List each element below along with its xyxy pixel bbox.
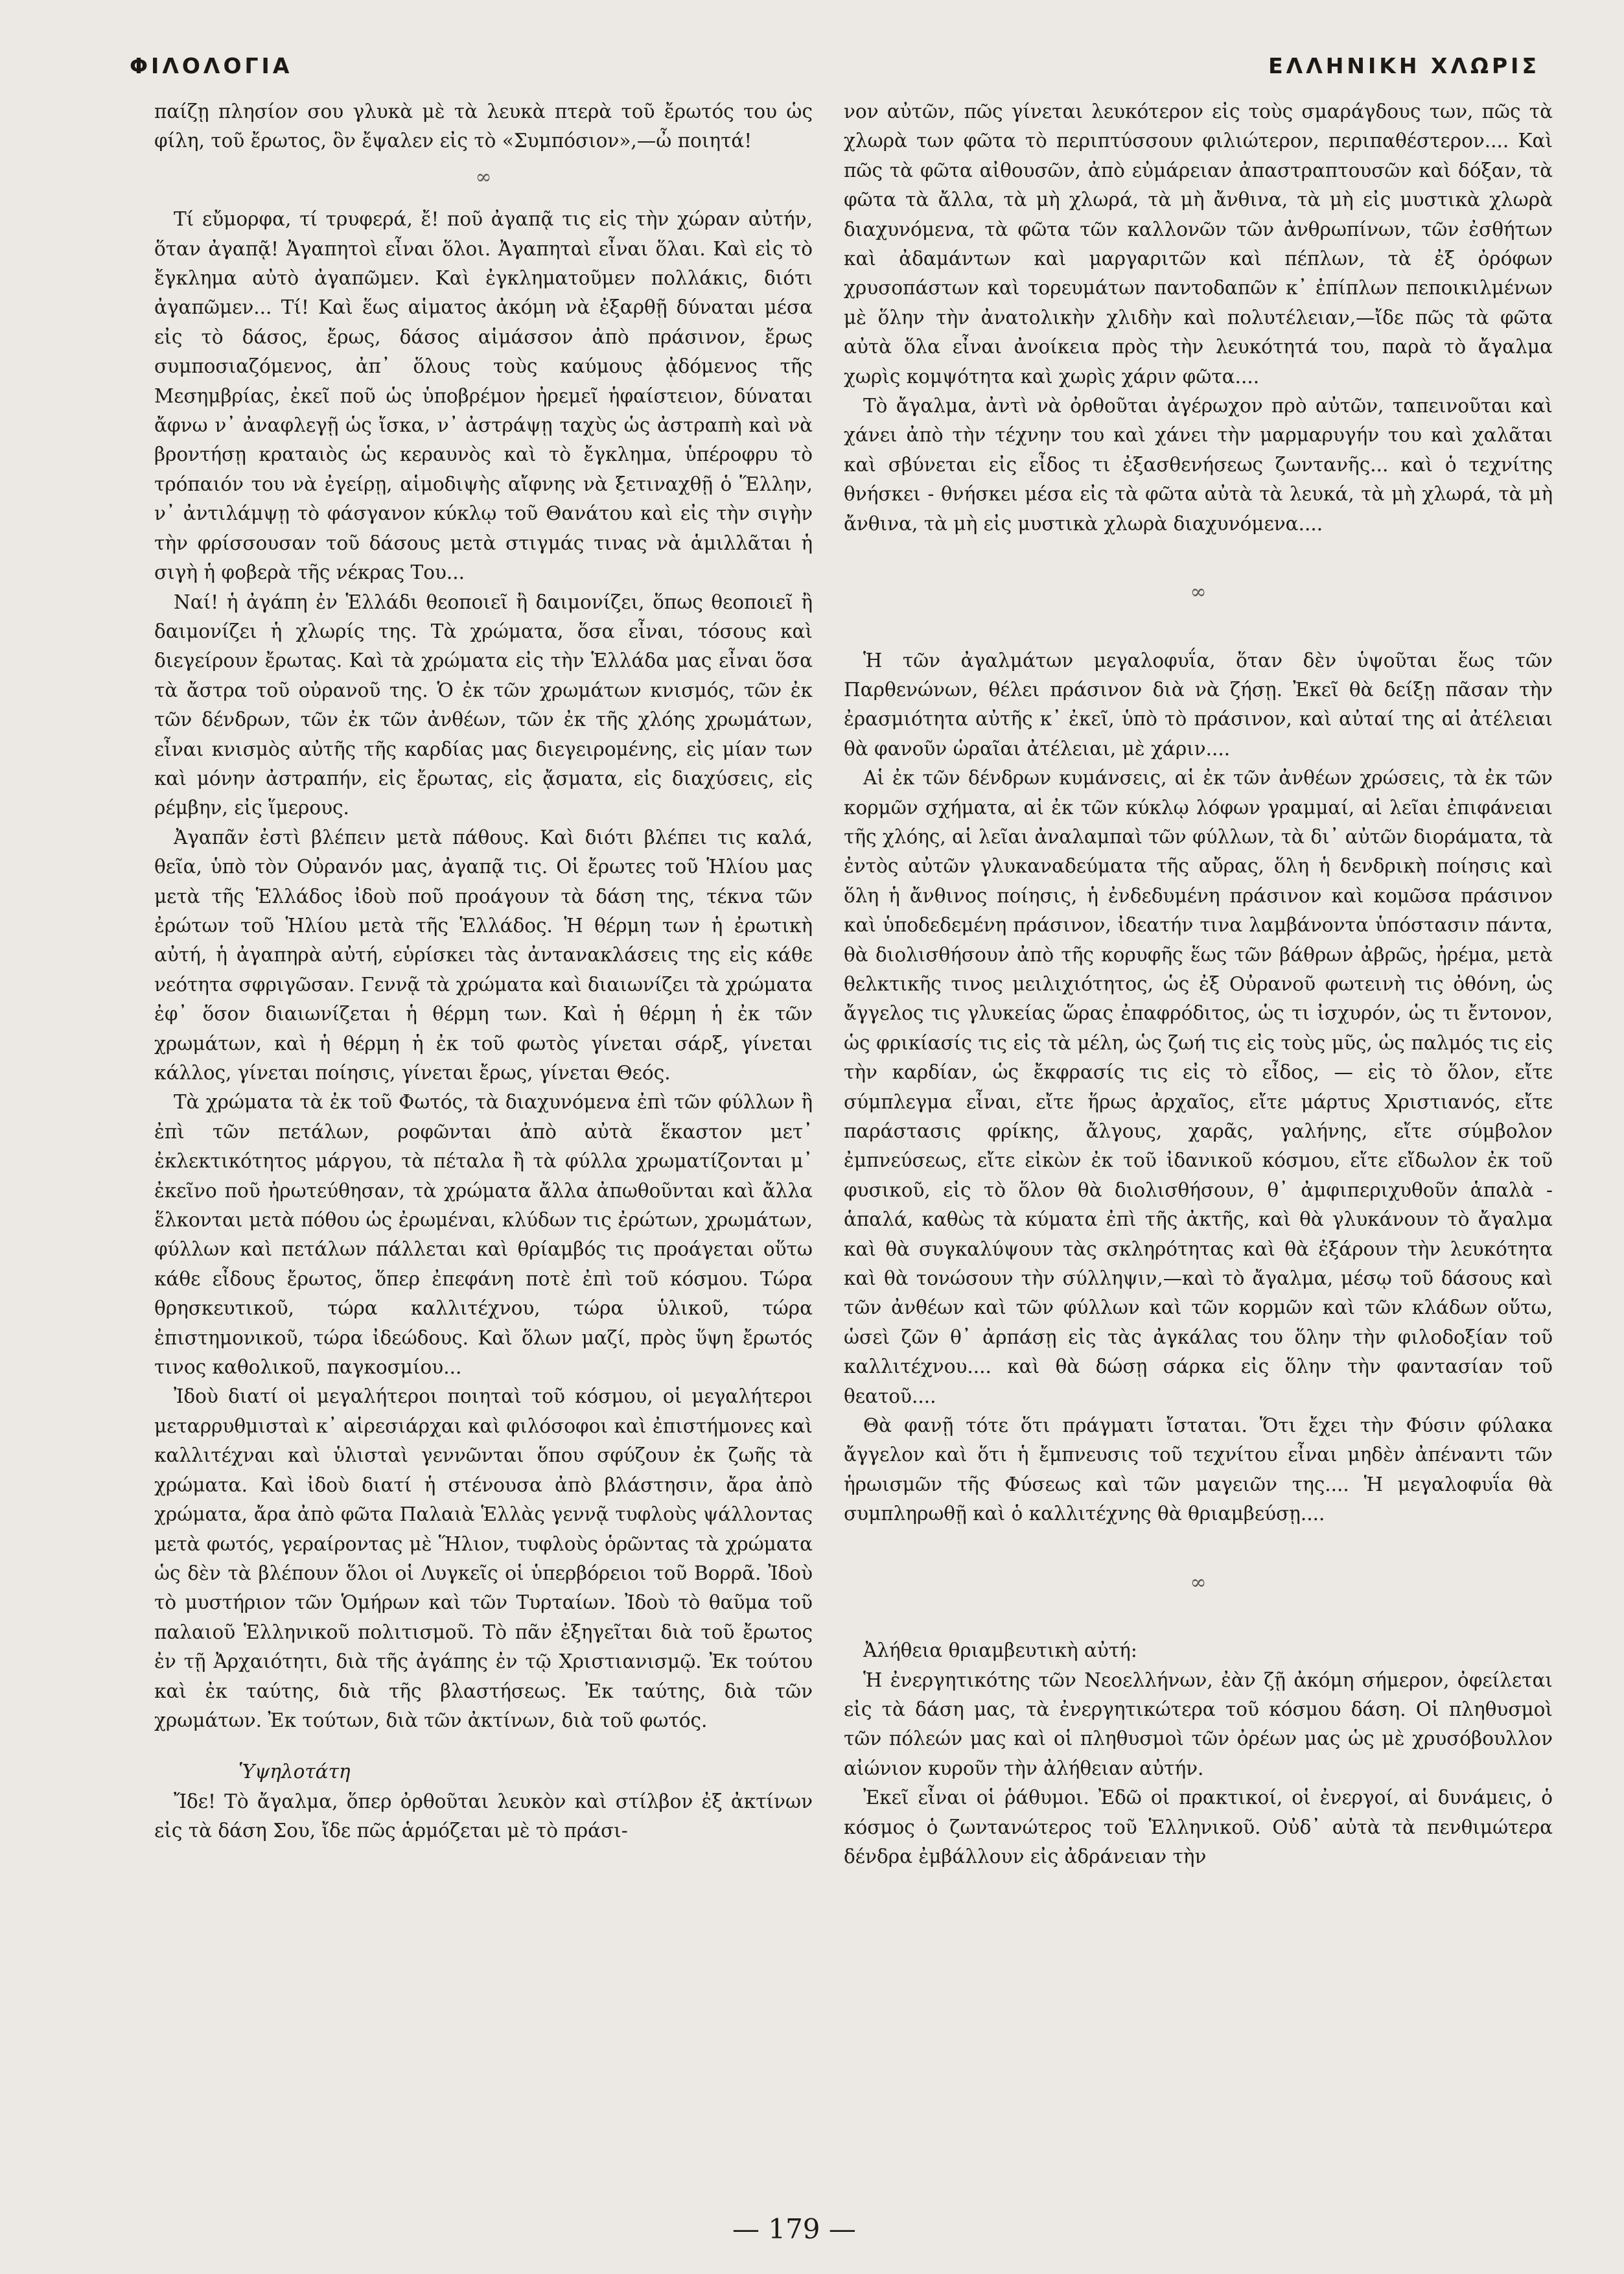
left-column <box>154 97 813 1846</box>
paragraph: Ἴδε! Τὸ ἄγαλμα, ὅπερ ὀρθοῦται λευκὸν καὶ στίλβον ἐξ ἀκτίνων εἰς τὰ δάση Σου, ἴδε πῶς ἁρμόζεται μὲ τὸ πράσι- <box>154 1790 813 1842</box>
ornament-divider: ∞ <box>475 165 492 189</box>
paragraph: Τί εὔμορφα, τί τρυφερά, ἔ! ποῦ ἀγαπᾷ τις εἰς τὴν χώραν αὐτήν, ὅταν ἀγαπᾷ! Ἀγαπητοὶ εἶναι ὅλοι. Ἀγαπηταὶ εἶναι ὅλαι. Καὶ εἰς τὸ ἔγκλημα αὐτὸ ἀγαπῶμεν. Καὶ ἐγκληματοῦμεν πολλάκις, διότι ἀγαπῶμεν... Τί! Καὶ ἕως αἱματος ἀκόμη νὰ ἐξαρθῇ δύναται μέσα εἰς τὸ δάσος, ἔρως, δάσος αἱμάσσον ἀπὸ πράσινον, ἔρως συμποσιαζόμενος, ἀπ᾿ ὅλους τοὺς καύμους ᾀδόμενος τῆς Μεσημβρίας, ἐκεῖ ποῦ ὡς ὑποβρέμον ἠρεμεῖ ἡφαίστειον, δύναται ἄφνω ν᾿ ἀναφλεγῇ ὡς ἴσκα, ν᾿ ἀστράψῃ ταχὺς ὡς ἀστραπὴ καὶ νὰ βροντήσῃ κραταιὸς ὡς κεραυνὸς καὶ τὸ ἔγκλημα, ὑπέροφρυ τὸ τρόπαιόν του νὰ ἐγείρῃ, αἱμοδιψὴς αἴφνης νὰ ξετιναχθῇ ὁ Ἕλλην, ν᾿ ἀντιλάμψῃ τὸ φάσγανον κύκλῳ τοῦ Θανάτου καὶ εἰς τὴν σιγὴν τὴν φρίσσουσαν τοῦ δάσους μετὰ στιγμάς τινας νὰ ἁμιλλᾶται ἡ σιγὴ ἡ φοβερὰ τῆς νέκρας Του... <box>154 208 813 584</box>
paragraph: παίζῃ πλησίον σου γλυκὰ μὲ τὰ λευκὰ πτερὰ τοῦ ἔρωτός του ὡς φίλη, τοῦ ἔρωτος, ὃν ἔψαλεν εἰς τὸ «Συμπόσιον»,—ὦ ποιητά! <box>154 100 813 152</box>
paragraph: Ἡ ἐνεργητικότης τῶν Νεοελλήνων, ἐὰν ζῇ ἀκόμη σήμερον, ὀφείλεται εἰς τὰ δάση μας, τὰ ἐνεργητικώτερα τοῦ κόσμου δάση. Οἱ πληθυσμοὶ τῶν πόλεών μας καὶ οἱ πληθυσμοὶ τῶν ὀρέων μας ὡς μὲ χρυσόβουλλον αἰώνιον κυροῦν τὴν ἀλήθειαν αὐτήν. <box>844 1669 1553 1779</box>
page-number: — 179 — <box>732 2213 856 2245</box>
ornament-divider: ∞ <box>1190 1571 1207 1594</box>
paragraph: Τὰ χρώματα τὰ ἐκ τοῦ Φωτός, τὰ διαχυνόμενα ἐπὶ τῶν φύλλων ἢ ἐπὶ τῶν πετάλων, ροφῶνται ἀπὸ αὐτὰ ἕκαστον μετ᾿ ἐκλεκτικότητος μάργου, τὰ πέταλα ἢ τὰ φύλλα χρωματίζονται μ᾿ ἐκεῖνο ποῦ ἠρωτεύθησαν, τὰ χρώματα ἄλλα ἀπωθοῦνται καὶ ἄλλα ἕλκονται μετὰ πόθου ὡς ἐρωμέναι, κλύδων τις ἐρώτων, χρωμάτων, φύλλων καὶ πετάλων πάλλεται καὶ θρίαμβός τις προάγεται οὕτω κάθε εἶδους ἔρωτος, ὅπερ ἐπεφάνη ποτὲ ἐπὶ τοῦ κόσμου. Τώρα θρησκευτικοῦ, τώρα καλλιτέχνου, τώρα ὑλικοῦ, τώρα ἐπιστημονικοῦ, τώρα ἰδεώδους. Καὶ ὅλων μαζί, πρὸς ὕψη ἔρωτός τινος καθολικοῦ, παγκοσμίου... <box>154 1091 813 1379</box>
paragraph: Ἐκεῖ εἶναι οἱ ῥάθυμοι. Ἐδῶ οἱ πρακτικοί, οἱ ἐνεργοί, αἱ δυνάμεις, ὁ κόσμος ὁ ζωντανώτερος τοῦ Ἑλληνικοῦ. Οὐδ᾿ αὐτὰ τὰ πενθιμώτερα δένδρα ἐμβάλλουν εἰς ἀδράνειαν τὴν <box>844 1787 1553 1868</box>
running-head-title: ΕΛΛΗΝΙΚΗ ΧΛΩΡΙΣ <box>1268 53 1540 78</box>
paragraph: Αἱ ἐκ τῶν δένδρων κυμάνσεις, αἱ ἐκ τῶν ἀνθέων χρώσεις, τὰ ἐκ τῶν κορμῶν σχήματα, αἱ ἐκ τῶν κύκλῳ λόφων γραμμαί, αἱ λεῖαι ἐπιφάνειαι τῆς χλόης, αἱ λεῖαι ἀναλαμπαὶ τῶν φύλλων, τὰ δι᾿ αὐτῶν διοράματα, τὰ ἐντὸς αὐτῶν γλυκαναδεύματα τῆς αὔρας, ὅλη ἡ δενδρικὴ ποίησις καὶ ὅλη ἡ ἄνθινος ποίησις, ἡ ἐνδεδυμένη πράσινον καὶ κομῶσα πράσινον καὶ ὑποδεδεμένη πράσινον, ἰδεατήν τινα λαμβάνοντα ὑπόστασιν πάντα, θὰ διολισθήσουν ἀπὸ τῆς κορυφῆς ἕως τῶν βάθρων ἀβρῶς, ἠρέμα, μετὰ θελκτικῆς τινος μειλιχιότητος, ὡς ἐξ Οὐρανοῦ φωτεινὴ τις ὀθόνη, ὡς ἄγγελος τις γλυκείας ὥρας ἐπαφρόδιτος, ὡς τι ἰσχυρόν, ὡς τι ἔντονον, ὡς φρικίασίς τις εἰς τὰ μέλη, ὡς ζωή τις εἰς τοὺς μῦς, ὡς παλμός τις εἰς τὴν καρδίαν, ὡς ἔκφρασίς τις εἰς τὸ εἶδος, — εἰς τὸ ὅλον, εἴτε σύμπλεγμα εἶναι, εἴτε ἥρως ἀρχαῖος, εἴτε μάρτυς Χριστιανός, εἴτε παράστασις φρίκης, ἄλγους, χαρᾶς, γαλήνης, εἴτε σύμβολον ἐμπνεύσεως, εἴτε εἰκὼν ἐκ τοῦ ἰδανικοῦ κόσμου, εἴτε εἴδωλον ἐκ τοῦ φυσικοῦ, εἰς τὸ ὅλον θὰ διολισθήσουν, θ᾿ ἀμφιπεριχυθοῦν ἁπαλὰ - ἁπαλά, καθὼς τὰ κύματα ἐπὶ τῆς ἀκτῆς, καὶ θὰ γλυκάνουν τὸ ἄγαλμα καὶ θὰ συγκαλύψουν τὰς σκληρότητας καὶ θὰ ἐξάρουν τὴν λευκότητα καὶ θὰ τονώσουν τὴν σύλληψιν,—καὶ τὸ ἄγαλμα, μέσῳ τοῦ δάσους καὶ τῶν ἀνθέων καὶ τῶν φύλλων καὶ τῶν κορμῶν καὶ τῶν κλάδων οὕτω, ὡσεὶ ζῶν θ᾿ ἀρπάσῃ εἰς τὰς ἀγκάλας του ὅλην τὴν φιλοδοξίαν τοῦ καλλιτέχνου.... καὶ θὰ δώσῃ σάρκα εἰς ὅλην τὴν φαντασίαν τοῦ θεατοῦ.... <box>844 767 1553 1407</box>
paragraph: νον αὐτῶν, πῶς γίνεται λευκότερον εἰς τοὺς σμαράγδους των, πῶς τὰ χλωρὰ των φῶτα τὸ περιπτύσσουν φιλιώτερον, περιπαθέστερον.... Καὶ πῶς τὰ φῶτα αἰθουσῶν, ἀπὸ εὐμάρειαν ἀπαστραπτουσῶν καὶ δόξαν, τὰ φῶτα τὰ ἄλλα, τὰ μὴ χλωρά, τὰ μὴ ἄνθινα, τὰ μὴ εἰς μυστικὰ χλωρὰ διαχυνόμενα, τὰ φῶτα τῶν καλλονῶν τῶν ἀνθρωπίνων, τῶν ἐσθήτων καὶ ἀδαμάντων καὶ μαργαριτῶν καὶ πέπλων, τὰ ἐξ ὀρόφων χρυσοπάστων καὶ τορευμάτων παντοδαπῶν κ᾿ ἐπίπλων πεποικιλμένων μὲ ὅλην τὴν ἀνατολικὴν χλιδὴν καὶ πολυτέλειαν,—ἴδε πῶς τὰ φῶτα αὐτὰ ὅλα εἶναι ἀνοίκεια πρὸς τὴν λευκότητά του, παρὰ τὸ ἄγαλμα χωρὶς κομψότητα καὶ χωρὶς χάριν φῶτα.... <box>844 100 1553 388</box>
paragraph: Ναί! ἡ ἀγάπη ἐν Ἑλλάδι θεοποιεῖ ἢ δαιμονίζει, ὅπως θεοποιεῖ ἢ δαιμονίζει ἡ χλωρίς της. Τὰ χρώματα, ὅσα εἶναι, τόσους καὶ διεγείρουν ἔρωτας. Καὶ τὰ χρώματα εἰς τὴν Ἑλλάδα μας εἶναι ὅσα τὰ ἄστρα τοῦ οὐρανοῦ της. Ὁ ἐκ τῶν χρωμάτων κνισμός, τῶν ἐκ τῶν δένδρων, τῶν ἐκ τῶν ἀνθέων, τῶν ἐκ τῆς χλόης χρωμάτων, εἶναι κνισμὸς αὐτῆς τῆς καρδίας μας διεγειρομένης, εἰς μίαν των καὶ μόνην ἀστραπήν, εἰς ἔρωτας, εἰς ᾄσματα, εἰς διαχύσεις, εἰς ρέμβην, εἰς ἵμερους. <box>154 591 813 819</box>
ornament-divider: ∞ <box>1190 581 1207 604</box>
paragraph: Τὸ ἄγαλμα, ἀντὶ νὰ ὀρθοῦται ἀγέρωχον πρὸ αὐτῶν, ταπεινοῦται καὶ χάνει ἀπὸ τὴν τέχνην του καὶ χάνει τὴν μαρμαρυγήν του καὶ χαλᾶται καὶ σβύνεται εἰς εἶδος τι ἐξασθενήσεως ζωντανῆς... καὶ ὁ τεχνίτης θνήσκει - θνήσκει μέσα εἰς τὰ φῶτα αὐτὰ τὰ λευκά, τὰ μὴ χλωρά, τὰ μὴ ἄνθινα, τὰ μὴ εἰς μυστικὰ χλωρὰ διαχυνόμενα.... <box>844 395 1553 535</box>
right-column <box>844 97 1553 1871</box>
paragraph: Ἀλήθεια θριαμβευτικὴ αὐτή: <box>863 1639 1137 1662</box>
paragraph: Ἰδοὺ διατί οἱ μεγαλήτεροι ποιηταὶ τοῦ κόσμου, οἱ μεγαλήτεροι μεταρρυθμισταὶ κ᾿ αἱρεσιάρχαι καὶ φιλόσοφοι καὶ ἐπιστήμονες καὶ καλλιτέχναι καὶ ὑλισταὶ γεννῶνται ὅπου σφύζουν ἐκ ζωῆς τὰ χρώματα. Καὶ ἰδοὺ διατί ἡ στένουσα ἀπὸ βλάστησιν, ἄρα ἀπὸ χρώματα, ἄρα ἀπὸ φῶτα Παλαιὰ Ἑλλὰς γεννᾷ τυφλοὺς ψάλλοντας μετὰ φωτός, γεραίροντας μὲ Ἥλιον, τυφλοὺς ὁρῶντας τὰ χρώματα ὡς δὲν τὰ βλέπουν ὅλοι οἱ Λυγκεῖς οἱ ὑπερβόρειοι τοῦ Βορρᾶ. Ἰδοὺ τὸ μυστήριον τῶν Ὁμήρων καὶ τῶν Τυρταίων. Ἰδοὺ τὸ θαῦμα τοῦ παλαιοῦ Ἑλληνικοῦ πολιτισμοῦ. Τὸ πᾶν ἐξηγεῖται διὰ τοῦ ἔρωτος ἐν τῇ Ἀρχαιότητι, διὰ τῆς ἀγάπης ἐν τῷ Χριστιανισμῷ. Ἐκ τούτου καὶ ἐκ ταύτης, διὰ τῆς βλαστήσεως. Ἐκ ταύτης, διὰ τῶν χρωμάτων. Ἐκ τούτων, διὰ τῶν ἀκτίνων, διὰ τοῦ φωτός. <box>154 1385 813 1731</box>
paragraph: Θὰ φανῇ τότε ὅτι πράγματι ἴσταται. Ὅτι ἔχει τὴν Φύσιν φύλακα ἄγγελον καὶ ὅτι ἡ ἔμπνευσις τοῦ τεχνίτου εἶναι μηδὲν ἀπέναντι τῶν ἡρωισμῶν τῆς Φύσεως καὶ τῶν μαγειῶν της.... Ἡ μεγαλοφυΐα θὰ συμπληρωθῇ καὶ ὁ καλλιτέχνης θὰ θριαμβεύσῃ.... <box>844 1414 1553 1525</box>
running-head-section: ΦΙΛΟΛΟΓΙΑ <box>130 53 293 78</box>
paragraph: Ἡ τῶν ἀγαλμάτων μεγαλοφυΐα, ὅταν δὲν ὑψοῦται ἕως τῶν Παρθενώνων, θέλει πράσινον διὰ νὰ ζήσῃ. Ἐκεῖ θὰ δείξῃ πᾶσαν τὴν ἐρασμιότητα αὐτῆς κ᾿ ἐκεῖ, ὑπὸ τὸ πράσινον, καὶ αὐταί της αἱ ἀτέλειαι θὰ φανοῦν ὡραῖαι ἀτέλειαι, μὲ χάριν.... <box>844 649 1553 760</box>
section-heading: Ὑψηλοτάτη <box>238 1761 351 1783</box>
paragraph: Ἀγαπᾶν ἐστὶ βλέπειν μετὰ πάθους. Καὶ διότι βλέπει τις καλά, θεῖα, ὑπὸ τὸν Οὐρανόν μας, ἀγαπᾷ τις. Οἱ ἔρωτες τοῦ Ἡλίου μας μετὰ τῆς Ἑλλάδος ἰδοὺ ποῦ προάγουν τὰ δάση της, τέκνα τῶν ἐρώτων τοῦ Ἡλίου μετὰ τῆς Ἑλλάδος. Ἡ θέρμη των ἡ ἐρωτικὴ αὐτή, ἡ ἀγαπηρὰ αὐτή, εὑρίσκει τὰς ἀντανακλάσεις της εἰς κάθε νεότητα σφριγῶσαν. Γεννᾷ τὰ χρώματα καὶ διαιωνίζει τὰ χρώματα ἐφ᾿ ὅσον διαιωνίζεται ἡ θέρμη των. Καὶ ἡ θέρμη ἡ ἐκ τῶν χρωμάτων, καὶ ἡ θέρμη ἡ ἐκ τοῦ φωτὸς γίνεται σάρξ, γίνεται κάλλος, γίνεται ποίησις, γίνεται ἔρως, γίνεται Θεός. <box>154 826 813 1084</box>
